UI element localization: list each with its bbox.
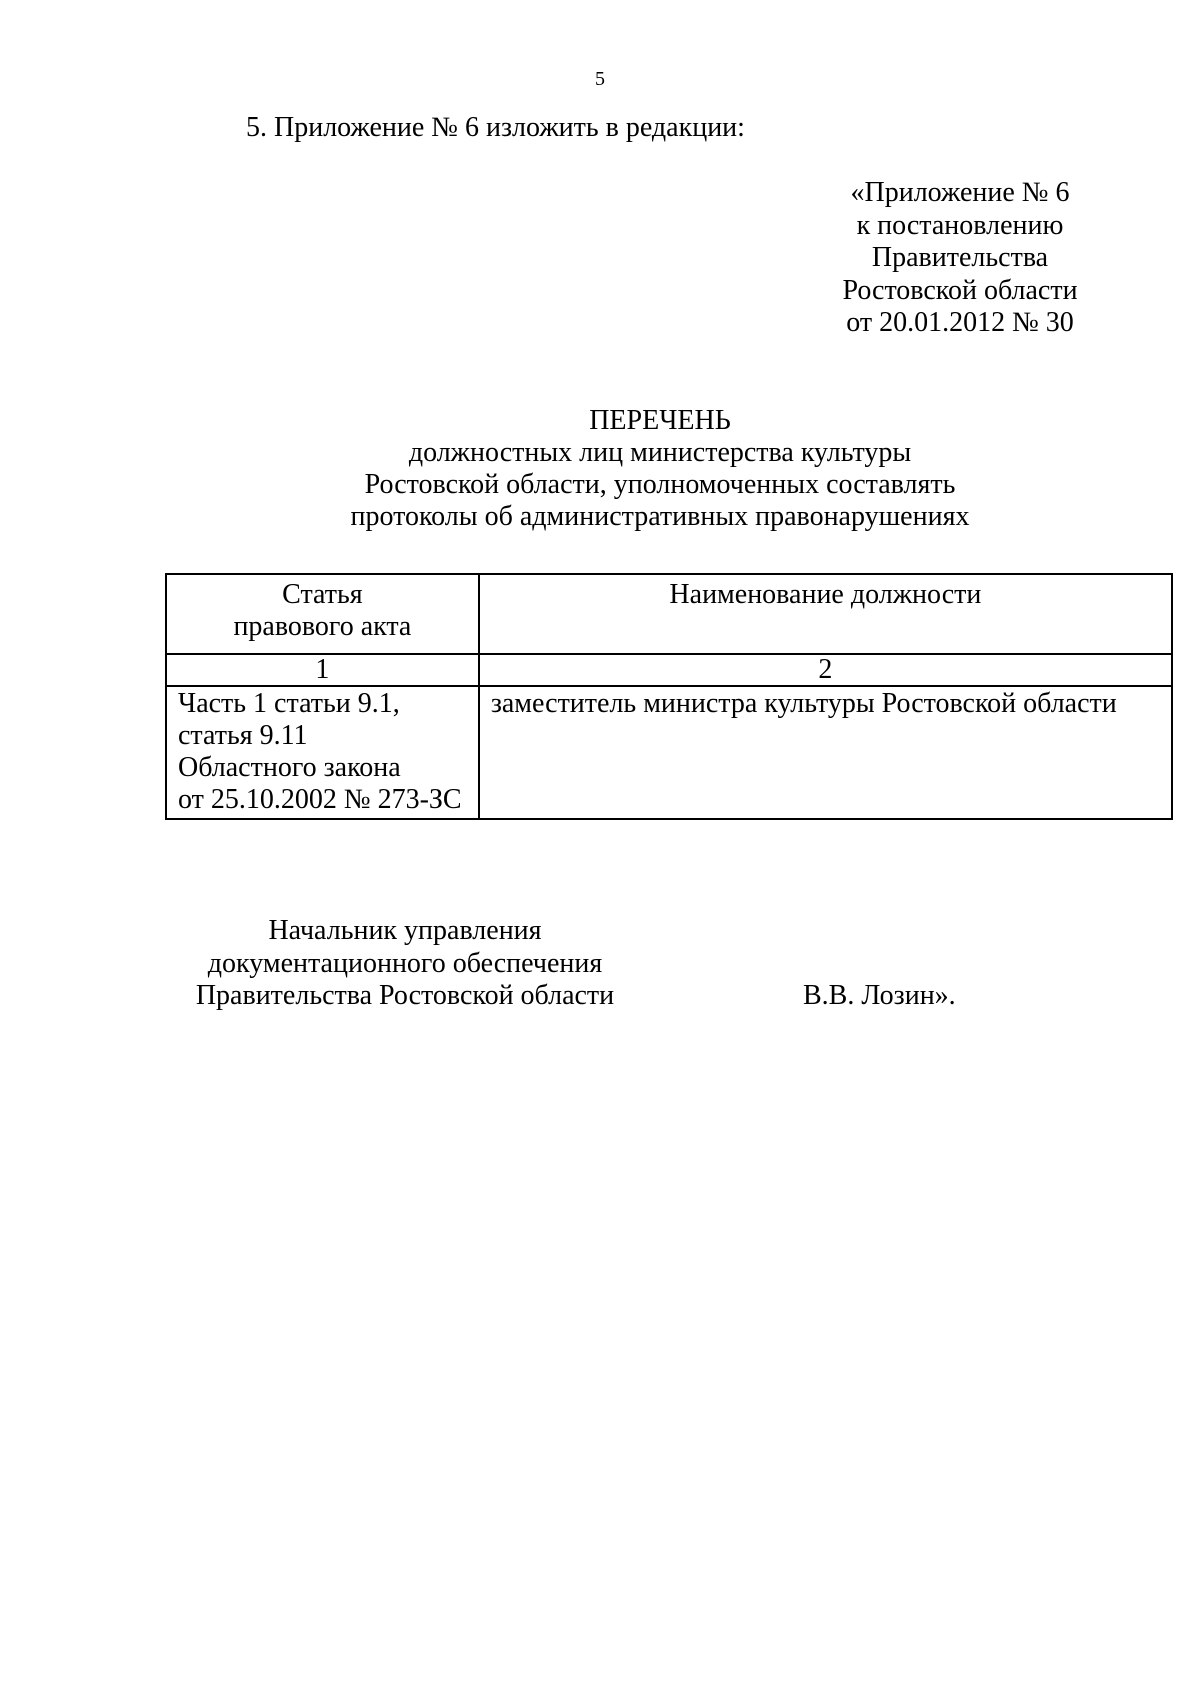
table-number-row	[166, 654, 1172, 686]
signature-name: В.В. Лозин».	[803, 980, 956, 1011]
signature-title	[160, 915, 650, 1013]
appendix-ref-line: к постановлению	[856, 209, 1064, 241]
column-number: 1	[166, 654, 479, 686]
row-article	[166, 686, 479, 819]
page-number: 5	[595, 68, 605, 90]
heading-subtitle-line: Ростовской области, уполномоченных составлять	[364, 469, 956, 500]
appendix-reference	[780, 177, 1140, 340]
row-article-line: от 25.10.2002 № 273-ЗС	[178, 784, 462, 815]
table-row	[166, 686, 1172, 819]
signature-title-line: Правительства Ростовской области	[195, 980, 615, 1011]
header-position: Наименование должности	[479, 574, 1172, 654]
appendix-ref-line: Правительства	[871, 242, 1049, 273]
signature-title-line: Начальник управления	[268, 915, 542, 946]
header-article-line: правового акта	[233, 611, 412, 642]
appendix-ref-line: от 20.01.2012 № 30	[846, 307, 1074, 338]
document-heading	[0, 405, 1200, 533]
header-article-line: Статья	[282, 579, 363, 610]
header-article	[166, 574, 479, 654]
intro-paragraph: 5. Приложение № 6 изложить в редакции:	[246, 112, 745, 143]
appendix-ref-line: «Приложение № 6	[850, 177, 1070, 208]
appendix-ref-line: Ростовской области	[842, 274, 1078, 306]
row-position: заместитель министра культуры Ростовской области	[479, 686, 1172, 819]
column-number: 2	[479, 654, 1172, 686]
officials-table	[165, 573, 1173, 820]
heading-subtitle-line: должностных лиц министерства культуры	[408, 437, 912, 468]
row-article-line: Часть 1 статьи 9.1,	[178, 688, 400, 719]
table-header-row	[166, 574, 1172, 654]
row-article-line: статья 9.11	[178, 720, 308, 751]
row-article-line: Областного закона	[178, 752, 401, 783]
heading-subtitle-line: протоколы об административных правонарушениях	[350, 501, 970, 532]
signature-title-line: документационного обеспечения	[207, 947, 603, 979]
heading-title: ПЕРЕЧЕНЬ	[589, 405, 731, 436]
